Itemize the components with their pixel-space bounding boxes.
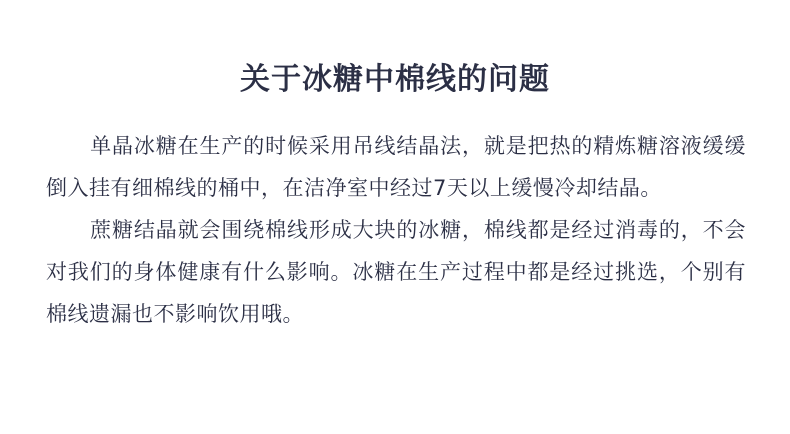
document-body [46,125,746,335]
paragraph-2: 蔗糖结晶就会围绕棉线形成大块的冰糖，棉线都是经过消毒的，不会对我们的身体健康有什么影响。冰糖在生产过程中都是经过挑选，个别有棉线遗漏也不影响饮用哦。 [46,218,746,326]
page-title: 关于冰糖中棉线的问题 [240,62,550,98]
paragraph-1: 单晶冰糖在生产的时候采用吊线结晶法，就是把热的精炼糖溶液缓缓倒入挂有细棉线的桶中，在洁净室中经过7天以上缓慢冷却结晶。 [46,134,746,200]
